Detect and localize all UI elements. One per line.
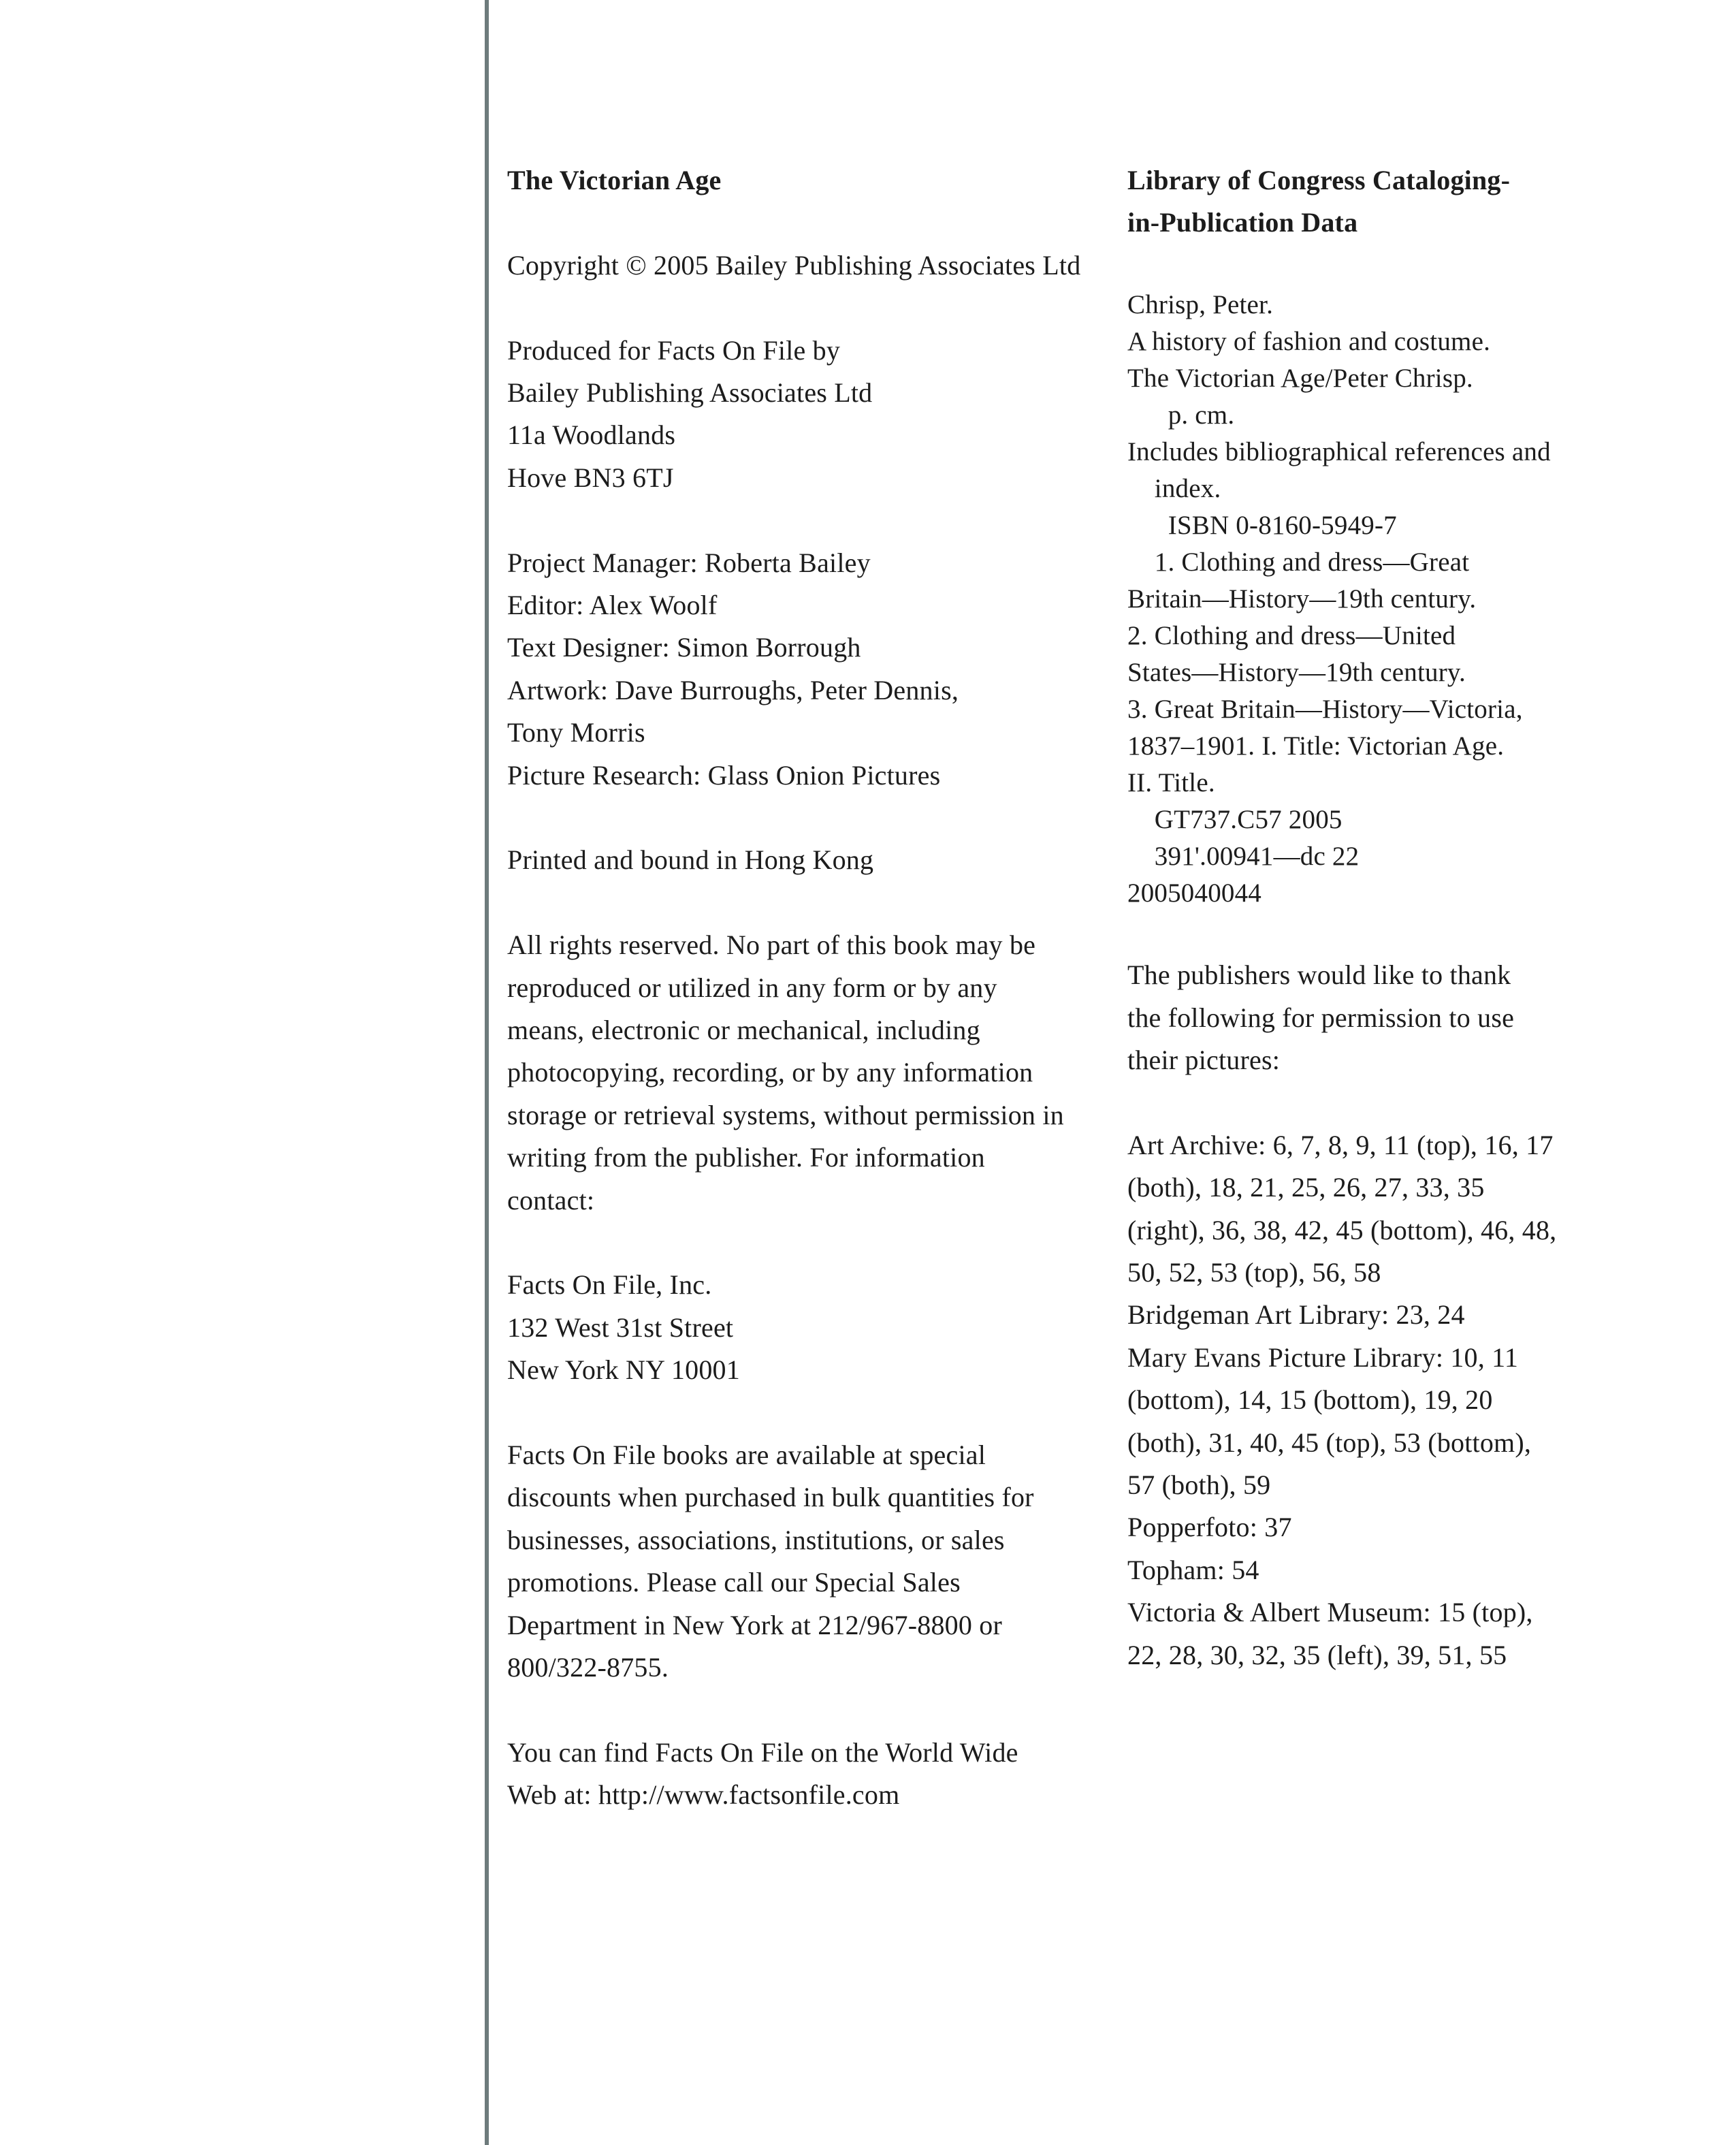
cip-entry-line: 1. Clothing and dress—Great: [1127, 547, 1470, 577]
thanks-line: their pictures:: [1127, 1045, 1281, 1076]
sales-line: businesses, associations, institutions, or sales: [507, 1524, 1005, 1555]
picture-credit-line: Victoria & Albert Museum: 15 (top),: [1127, 1597, 1533, 1628]
printed-notice: Printed and bound in Hong Kong: [507, 844, 874, 876]
copyright-block: [507, 244, 1106, 287]
address-line: Facts On File, Inc.: [507, 1269, 712, 1301]
cip-heading-line: in-Publication Data: [1127, 207, 1358, 238]
sales-line: discounts when purchased in bulk quantities for: [507, 1482, 1034, 1513]
cip-entry-line: ISBN 0-8160-5949-7: [1127, 511, 1397, 541]
picture-credit-line: (both), 31, 40, 45 (top), 53 (bottom),: [1127, 1427, 1532, 1458]
picture-credit-line: 57 (both), 59: [1127, 1469, 1271, 1501]
producer-line: Produced for Facts On File by: [507, 334, 841, 366]
picture-credit-line: (bottom), 14, 15 (bottom), 19, 20: [1127, 1384, 1493, 1416]
cip-heading-line: Library of Congress Cataloging-: [1127, 165, 1511, 195]
rights-line: means, electronic or mechanical, including: [507, 1015, 980, 1046]
picture-credit-line: 22, 28, 30, 32, 35 (left), 39, 51, 55: [1127, 1639, 1507, 1670]
rights-line: All rights reserved. No part of this book may be: [507, 930, 1036, 961]
picture-credit-line: Mary Evans Picture Library: 10, 11: [1127, 1341, 1519, 1373]
special-sales-block: [507, 1434, 1106, 1689]
producer-block: [507, 330, 1106, 500]
picture-credit-line: Art Archive: 6, 7, 8, 9, 11 (top), 16, 17: [1127, 1129, 1554, 1160]
cip-entry-line: A history of fashion and costume.: [1127, 327, 1491, 357]
website-line: You can find Facts On File on the World Wide: [507, 1736, 1018, 1768]
publisher-address-block: [507, 1264, 1106, 1391]
cip-entry-line: 3. Great Britain—History—Victoria,: [1127, 695, 1523, 725]
picture-credit-line: Popperfoto: 37: [1127, 1512, 1292, 1543]
cip-entry-line: index.: [1127, 474, 1221, 504]
sales-line: promotions. Please call our Special Sales: [507, 1567, 961, 1598]
cip-entry-line: p. cm.: [1127, 400, 1235, 430]
cip-entry-line: Britain—History—19th century.: [1127, 584, 1477, 614]
staff-credit-line: Artwork: Dave Burroughs, Peter Dennis,: [507, 674, 959, 705]
staff-credit-line: Project Manager: Roberta Bailey: [507, 547, 871, 578]
sales-line: 800/322-8755.: [507, 1652, 669, 1683]
cip-entry-line: 2. Clothing and dress—United: [1127, 621, 1456, 651]
picture-credits-block: [1127, 1124, 1604, 1677]
book-title: The Victorian Age: [507, 165, 722, 195]
staff-credit-line: Picture Research: Glass Onion Pictures: [507, 759, 941, 791]
thanks-block: [1127, 954, 1604, 1081]
staff-credit-line: Text Designer: Simon Borrough: [507, 632, 861, 663]
printed-block: [507, 839, 1106, 881]
cip-entry-block: [1127, 287, 1604, 912]
producer-line: 11a Woodlands: [507, 419, 676, 451]
rights-line: photocopying, recording, or by any information: [507, 1057, 1033, 1088]
staff-credit-line: Tony Morris: [507, 717, 645, 748]
producer-line: Bailey Publishing Associates Ltd: [507, 377, 873, 408]
picture-credit-line: Topham: 54: [1127, 1554, 1259, 1585]
cip-entry-line: II. Title.: [1127, 768, 1215, 798]
cip-entry-line: States—History—19th century.: [1127, 658, 1466, 688]
staff-credits-block: [507, 542, 1106, 797]
rights-line: storage or retrieval systems, without permission in: [507, 1099, 1064, 1130]
cip-entry-line: GT737.C57 2005: [1127, 805, 1343, 835]
cip-entry-line: Includes bibliographical references and: [1127, 437, 1551, 467]
sales-line: Facts On File books are available at special: [507, 1440, 986, 1471]
address-line: New York NY 10001: [507, 1354, 740, 1386]
thanks-line: the following for permission to use: [1127, 1002, 1515, 1033]
rights-block: [507, 924, 1106, 1222]
staff-credit-line: Editor: Alex Woolf: [507, 590, 718, 621]
copyright-notice: Copyright © 2005 Bailey Publishing Associates Ltd: [507, 249, 1081, 281]
cip-entry-line: 1837–1901. I. Title: Victorian Age.: [1127, 731, 1505, 761]
address-line: 132 West 31st Street: [507, 1312, 734, 1343]
rights-line: contact:: [507, 1184, 595, 1216]
picture-credit-line: (right), 36, 38, 42, 45 (bottom), 46, 48,: [1127, 1214, 1557, 1245]
cip-entry-line: Chrisp, Peter.: [1127, 290, 1274, 320]
cip-heading-block: [1127, 159, 1604, 244]
cip-entry-line: The Victorian Age/Peter Chrisp.: [1127, 364, 1473, 394]
picture-credit-line: Bridgeman Art Library: 23, 24: [1127, 1299, 1465, 1331]
rights-line: writing from the publisher. For information: [507, 1142, 985, 1173]
picture-credit-line: 50, 52, 53 (top), 56, 58: [1127, 1257, 1381, 1288]
producer-line: Hove BN3 6TJ: [507, 462, 674, 493]
sales-line: Department in New York at 212/967-8800 or: [507, 1609, 1002, 1640]
page-spine-rule: [485, 0, 489, 2145]
copyright-column: [507, 159, 1106, 1859]
rights-line: reproduced or utilized in any form or by any: [507, 972, 997, 1003]
thanks-line: The publishers would like to thank: [1127, 959, 1511, 991]
cataloging-column: [1127, 159, 1604, 1719]
cip-entry-line: 2005040044: [1127, 878, 1261, 908]
website-line: Web at: http://www.factsonfile.com: [507, 1779, 900, 1811]
website-block: [507, 1732, 1106, 1817]
book-title-block: [507, 159, 1106, 202]
cip-entry-line: 391'.00941—dc 22: [1127, 842, 1360, 872]
picture-credit-line: (both), 18, 21, 25, 26, 27, 33, 35: [1127, 1172, 1485, 1203]
